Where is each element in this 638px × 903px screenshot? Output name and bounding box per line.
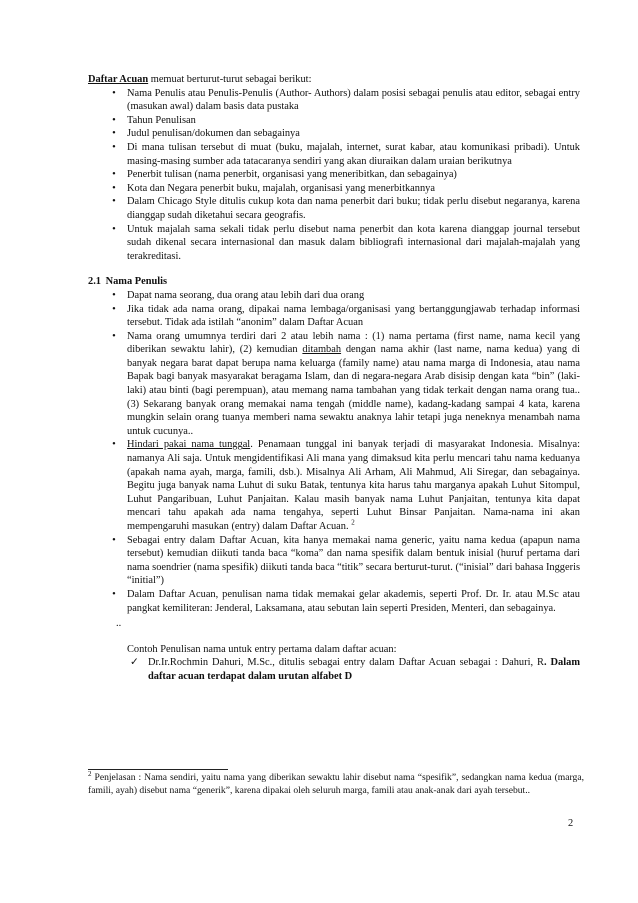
list-item: • Sebagai entry dalam Daftar Acuan, kita hanya memakai nama generic, yaitu nama kedua (apapun nama tersebut) kemudian diikuti tanda baca “koma” dan nama spesifik dalam bentuk inisial (huruf pertama dari nama soendrier (nama spesifik) diikuti tanda baca “titik” secara berturut-turut. (“inisial” dari bahasa Inggeris “initial”) [88, 534, 580, 588]
bullet-icon: • [112, 196, 116, 208]
footnote-text: Penjelasan : Nama sendiri, yaitu nama yang diberikan sewaktu lahir disebut nama “spesifik”, sedangkan nama kedua (marga, famili, ayah) disebut nama “generik”, karena dipakai oleh seluruh marga, famili atau anak-anak dari ayah tersebut.. [88, 772, 584, 797]
list-item: • Jika tidak ada nama orang, dipakai nama lembaga/organisasi yang bertanggungjawab terhadap informasi tersebut. Tidak ada istilah “anonim” dalam Daftar Acuan [88, 303, 580, 330]
intro-text: memuat berturut-turut sebagai berikut: [148, 74, 312, 85]
footnote-separator [88, 769, 228, 770]
bullet-icon: • [112, 223, 116, 235]
bullet-icon: • [112, 114, 116, 126]
ellipsis-marker: .. [116, 618, 122, 630]
underlined-phrase: Hindari pakai nama tunggal [127, 439, 251, 451]
check-icon: ✓ [130, 657, 139, 669]
bullet-icon: • [112, 169, 116, 181]
section-heading [88, 275, 580, 289]
section-title: Nama Penulis [105, 276, 168, 288]
list-item: • Dapat nama seorang, dua orang atau lebih dari dua orang [88, 289, 580, 303]
footnote-mark: 2 [88, 769, 92, 778]
intro-label: Daftar Acuan [88, 74, 149, 85]
list-item: • Judul penulisan/dokumen dan sebagainya [88, 127, 580, 141]
bullet-icon: • [112, 330, 116, 342]
body-text [88, 73, 580, 684]
bullet-icon: • [112, 289, 116, 301]
bullet-icon: • [112, 182, 116, 194]
example-item: ✓ Dr.Ir.Rochmin Dahuri, M.Sc., ditulis sebagai entry dalam Daftar Acuan sebagai : Dahuri, R. Dalam daftar acuan terdapat dalam urutan alfabet D [130, 657, 580, 682]
bullet-icon: • [112, 141, 116, 153]
bullet-icon: • [112, 534, 116, 546]
example-heading: Contoh Penulisan nama untuk entry pertama dalam daftar acuan: [127, 643, 397, 655]
section-list [88, 289, 580, 615]
list-item: • Dalam Chicago Style ditulis cukup kota dan nama penerbit dari buku; tidak perlu disebut negaranya, karena dianggap sudah diketahui secara geografis. [88, 195, 580, 222]
bullet-icon: • [112, 303, 116, 315]
list-item: • Nama orang umumnya terdiri dari 2 atau lebih nama : (1) nama pertama (first name, nama kecil yang diberikan sewaktu lahir), (2) kemudian ditambah dengan nama akhir (last name, nama kedua) yang di banyak negara barat dapat berupa nama keluarga (family name) atau nama marga di Indonesia, atau nama Bapak bagi banyak masyarakat beragama Islam, dan di negara-negara Arab disisip dengan kata “bin” (laki-laki) atau binti (bagi perempuan), atau memang nama tambahan yang tidak terkait dengan nama orang tua.. (3) Sekarang banyak orang memakai nama tengah (middle name), kadang-kadang sampai 4 kata, karena mungkin selain orang tuanya memberi nama sewaktu anaknya lahir tetapi juga neneknya menambah nama untuk cucunya.. [88, 330, 580, 439]
list-item: • Tahun Penulisan [88, 114, 580, 128]
bullet-icon: • [112, 128, 116, 140]
bullet-icon: • [112, 588, 116, 600]
list-item: • Penerbit tulisan (nama penerbit, organisasi yang meneribitkan, dan sebagainya) [88, 168, 580, 182]
section-number: 2.1 [88, 276, 101, 288]
intro-paragraph [88, 73, 580, 87]
footnote-reference[interactable]: 2 [351, 518, 355, 527]
list-item: • Untuk majalah sama sekali tidak perlu disebut nama penerbit dan kota karena dianggap journal tersebut sudah dikenal secara internasional dan masuk dalam bibliografi internasional dari majalah-majalah yang terakreditasi. [88, 223, 580, 264]
underlined-word: ditambah [302, 344, 342, 356]
footnote [88, 771, 584, 797]
intro-list [88, 87, 580, 264]
bullet-icon: • [112, 439, 116, 451]
list-item: • Dalam Daftar Acuan, penulisan nama tidak memakai gelar akademis, seperti Prof. Dr. Ir. atau M.Sc atau pangkat kemiliteran: Jenderal, Laksamana, atau sebutan lain seperti Presiden, Menteri, dan sebagainya. [88, 588, 580, 615]
list-item: • Kota dan Negara penerbit buku, majalah, organisasi yang menerbitkannya [88, 182, 580, 196]
list-item: • Nama Penulis atau Penulis-Penulis (Author- Authors) dalam posisi sebagai penulis atau editor, sebagai entry (masukan awal) dalam basis data pustaka [88, 87, 580, 114]
page-number: 2 [568, 818, 574, 829]
list-item: • Di mana tulisan tersebut di muat (buku, majalah, internet, surat kabar, atau komunikasi pribadi). Untuk masing-masing sumber ada tatacaranya sendiri yang akan diuraikan dalam uraian berikutnya [88, 141, 580, 168]
list-item: • Hindari pakai nama tunggal. Penamaan tunggal ini banyak terjadi di masyarakat Indonesia. Misalnya: namanya Ali saja. Untuk mengidentifikasi Ali mana yang dimaksud kita perlu mencari tahu nama keduanya (apakah nama ayah, marga, famili, dsb.). Misalnya Ali Arham, Ali Mahmud, Ali Siregar, dan sebagainya. Begitu juga banyak nama Luhut di suku Batak, tentunya kita harus tahu marganya apakah Luhut Sitompul, Luhut Pangaribuan, Luhut Panjaitan. Kalau masih banyak nama Luhut Panjaitan, tentunya kita dapat mencari tahu apakah ada nama tengahya, seperti Luhut Binsar Panjaitan. Nama-nama ini akan mempengaruhi masukan (entry) dalam Daftar Acuan. $^2$ [88, 438, 580, 533]
bullet-icon: • [112, 87, 116, 99]
